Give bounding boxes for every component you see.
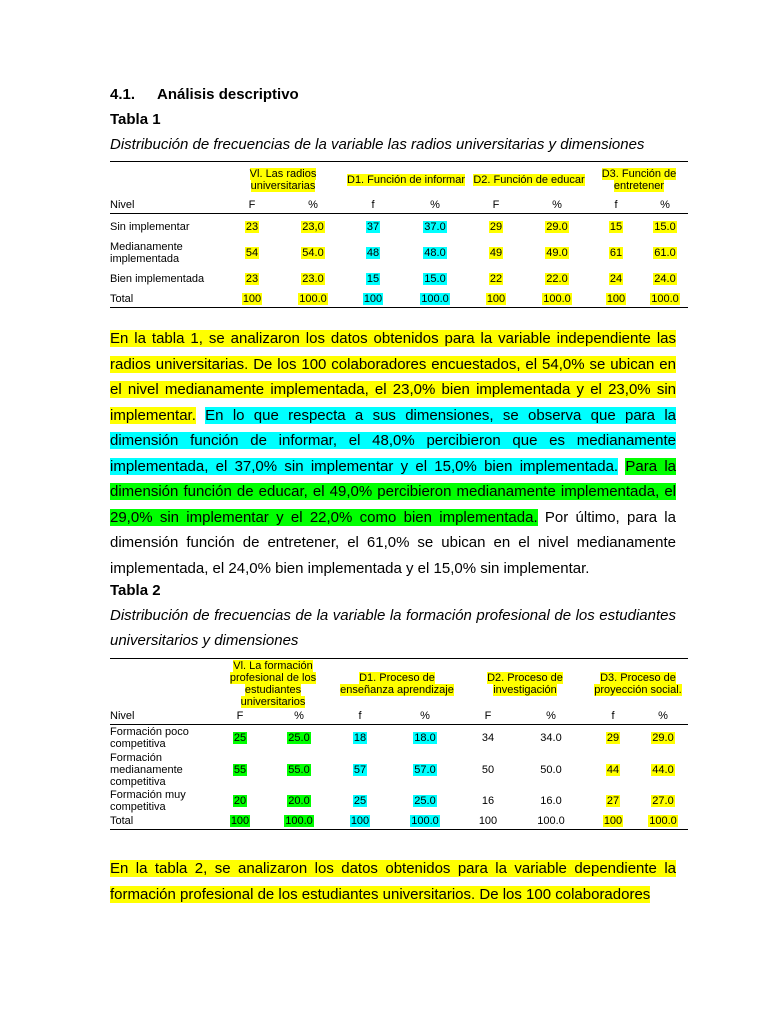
tabla2-cell: 44.0 xyxy=(652,763,674,776)
tabla1-cell: 37 xyxy=(366,220,380,233)
tabla2-cell: 57 xyxy=(353,763,367,776)
tabla1-cell: 100.0 xyxy=(651,293,679,306)
tabla2-group-header: D1. Proceso de enseñanza aprendizaje xyxy=(340,671,454,696)
tabla2-cell: 57.0 xyxy=(414,763,436,776)
tabla1-cell: 15.0 xyxy=(654,220,676,233)
table-row xyxy=(110,266,688,292)
table-row xyxy=(110,214,688,240)
paragraph1-sentence: Para la dimensión función de educar, el 49,0% percibieron medianamente implementada, el 29,0% sin implementar y el 22,0% como bien implementada. xyxy=(110,457,676,526)
tabla1-cell: 54 xyxy=(245,246,259,259)
tabla2-col-header: % xyxy=(266,709,332,725)
tabla1-cell: 100 xyxy=(363,293,383,306)
tabla2-cell: 50 xyxy=(481,763,495,776)
tabla2-cell: 25 xyxy=(233,732,247,745)
tabla2-cell: 100.0 xyxy=(411,815,439,828)
tabla1-cell: 22.0 xyxy=(546,272,568,285)
tabla2-cell: 18.0 xyxy=(414,732,436,745)
tabla1-cell: 15 xyxy=(366,272,380,285)
tabla2-cell: 16 xyxy=(481,794,495,807)
tabla2-cell: 16.0 xyxy=(540,794,562,807)
tabla2-cell: 55.0 xyxy=(288,763,310,776)
tabla1-cell: 29 xyxy=(489,220,503,233)
tabla2-table xyxy=(110,658,688,830)
tabla1-cell: 22 xyxy=(489,272,503,285)
paragraph1-sentence: Por último, para la dimensión función de entretener, el 61,0% se ubican en el nivel medianamente implementada, el 24,0% bien implementada y el 15,0% sin implementar. xyxy=(110,508,676,577)
tabla1-group-header: D2. Función de educar xyxy=(473,173,585,186)
tabla1-label: Tabla 1 xyxy=(110,111,161,128)
tabla2-cell: 100.0 xyxy=(285,815,313,828)
tabla1-caption: Distribución de frecuencias de la variable las radios universitarias y dimensiones xyxy=(110,136,645,153)
tabla2-col-header: F xyxy=(214,709,266,725)
tabla1-col-header: f xyxy=(590,198,642,214)
tabla1-row-nivel: Medianamente implementada xyxy=(110,240,183,265)
tabla1-table xyxy=(110,161,688,308)
tabla1-row-nivel: Total xyxy=(110,293,134,306)
tabla2-caption: Distribución de frecuencias de la variable la formación profesional de los estudiantes universitarios y dimensiones xyxy=(110,607,676,649)
table-row xyxy=(110,292,688,308)
tabla2-group-header: D2. Proceso de investigación xyxy=(487,671,563,696)
tabla2-col-header: f xyxy=(332,709,388,725)
tabla2-group-header-empty xyxy=(110,659,214,709)
tabla2-cell: 100.0 xyxy=(537,815,565,828)
tabla1-cell: 23,0 xyxy=(302,220,324,233)
tabla1-col-header: F xyxy=(222,198,282,214)
tabla1-cell: 23 xyxy=(245,220,259,233)
paragraph1-sentence: En la tabla 1, se analizaron los datos obtenidos para la variable independiente las radios universitarias. De los 100 colaboradores encuestados, el 54,0% se ubican en el nivel medianamente implementada, el 23,0% bien implementada y el 23,0% sin implementar. xyxy=(110,330,676,424)
tabla1-col-header: Nivel xyxy=(110,198,222,214)
tabla2-cell: 27 xyxy=(606,794,620,807)
tabla2-col-header: % xyxy=(514,709,588,725)
table-row xyxy=(110,788,688,814)
tabla1-col-header: F xyxy=(468,198,524,214)
tabla2-cell: 50.0 xyxy=(540,763,562,776)
tabla2-cell: 25.0 xyxy=(414,794,436,807)
tabla2-cell: 100 xyxy=(603,815,623,828)
tabla2-cell: 25 xyxy=(353,794,367,807)
tabla2-cell: 44 xyxy=(606,763,620,776)
tabla2-cell: 34.0 xyxy=(540,732,562,745)
tabla2-col-header: Nivel xyxy=(110,709,214,725)
tabla1-row-nivel: Sin implementar xyxy=(110,220,190,233)
section-heading xyxy=(110,86,299,103)
tabla1-cell: 100.0 xyxy=(299,293,327,306)
tabla1-cell: 23.0 xyxy=(302,272,324,285)
tabla2-cell: 100.0 xyxy=(649,815,677,828)
tabla1-col-header: % xyxy=(642,198,688,214)
tabla1-cell: 49 xyxy=(489,246,503,259)
tabla1-cell: 24 xyxy=(609,272,623,285)
tabla2-col-header: f xyxy=(588,709,638,725)
tabla1-row-nivel: Bien implementada xyxy=(110,272,205,285)
tabla2-cell: 25.0 xyxy=(288,732,310,745)
tabla1-group-header-empty xyxy=(110,162,222,198)
tabla1-cell: 15.0 xyxy=(424,272,446,285)
tabla2-cell: 27.0 xyxy=(652,794,674,807)
tabla2-row-nivel: Formación muy competitiva xyxy=(110,788,186,813)
tabla2-label: Tabla 2 xyxy=(110,582,161,599)
tabla2-col-header: % xyxy=(638,709,688,725)
tabla1-cell: 61 xyxy=(609,246,623,259)
tabla2-group-header: Vl. La formación profesional de los estudiantes universitarios xyxy=(229,659,317,708)
paragraph2-sentence: En la tabla 2, se analizaron los datos obtenidos para la variable dependiente la formación profesional de los estudiantes universitarios. De los 100 colaboradores xyxy=(110,860,676,903)
tabla1-cell: 15 xyxy=(609,220,623,233)
tabla1-cell: 100 xyxy=(486,293,506,306)
tabla1-cell: 48 xyxy=(366,246,380,259)
tabla2-row-nivel: Formación medianamente competitiva xyxy=(110,751,183,788)
table-row xyxy=(110,725,688,752)
tabla1-group-header: D3. Función de entretener xyxy=(601,167,677,192)
tabla1-col-header: % xyxy=(282,198,344,214)
tabla2-cell: 100 xyxy=(350,815,370,828)
tabla1-col-header: % xyxy=(402,198,468,214)
tabla1-cell: 37.0 xyxy=(424,220,446,233)
tabla1-cell: 100.0 xyxy=(421,293,449,306)
tabla2-group-header: D3. Proceso de proyección social. xyxy=(594,671,682,696)
tabla2-cell: 20.0 xyxy=(288,794,310,807)
tabla1-cell: 49.0 xyxy=(546,246,568,259)
section-title: Análisis descriptivo xyxy=(157,86,299,103)
tabla2-analysis-paragraph xyxy=(110,856,676,907)
tabla2-col-header: % xyxy=(388,709,462,725)
tabla2-cell: 29 xyxy=(606,732,620,745)
tabla1-cell: 23 xyxy=(245,272,259,285)
tabla2-cell: 100 xyxy=(478,815,498,828)
tabla1-cell: 100 xyxy=(242,293,262,306)
tabla2-cell: 29.0 xyxy=(652,732,674,745)
tabla1-cell: 61.0 xyxy=(654,246,676,259)
tabla1-analysis-paragraph xyxy=(110,326,676,581)
tabla1-group-header: Vl. Las radios universitarias xyxy=(249,167,317,192)
tabla1-cell: 29.0 xyxy=(546,220,568,233)
tabla1-cell: 54.0 xyxy=(302,246,324,259)
tabla1-cell: 24.0 xyxy=(654,272,676,285)
table-row xyxy=(110,752,688,788)
tabla1-col-header: f xyxy=(344,198,402,214)
paragraph1-sentence: En lo que respecta a sus dimensiones, se observa que para la dimensión función de informar, el 48,0% percibieron que es medianamente implementada, el 37,0% sin implementar y el 15,0% bien implementada. xyxy=(110,406,676,475)
table-row xyxy=(110,240,688,266)
tabla2-cell: 20 xyxy=(233,794,247,807)
tabla1-group-header: D1. Función de informar xyxy=(347,173,465,186)
table-row xyxy=(110,814,688,830)
section-number: 4.1. xyxy=(110,86,136,103)
tabla1-cell: 48.0 xyxy=(424,246,446,259)
tabla2-cell: 18 xyxy=(353,732,367,745)
tabla2-row-nivel: Formación poco competitiva xyxy=(110,726,189,751)
tabla2-cell: 34 xyxy=(481,732,495,745)
tabla1-cell: 100.0 xyxy=(543,293,571,306)
tabla2-cell: 100 xyxy=(230,815,250,828)
tabla1-col-header: % xyxy=(524,198,590,214)
tabla2-col-header: F xyxy=(462,709,514,725)
tabla2-cell: 55 xyxy=(233,763,247,776)
tabla1-cell: 100 xyxy=(606,293,626,306)
tabla2-row-nivel: Total xyxy=(110,815,134,828)
